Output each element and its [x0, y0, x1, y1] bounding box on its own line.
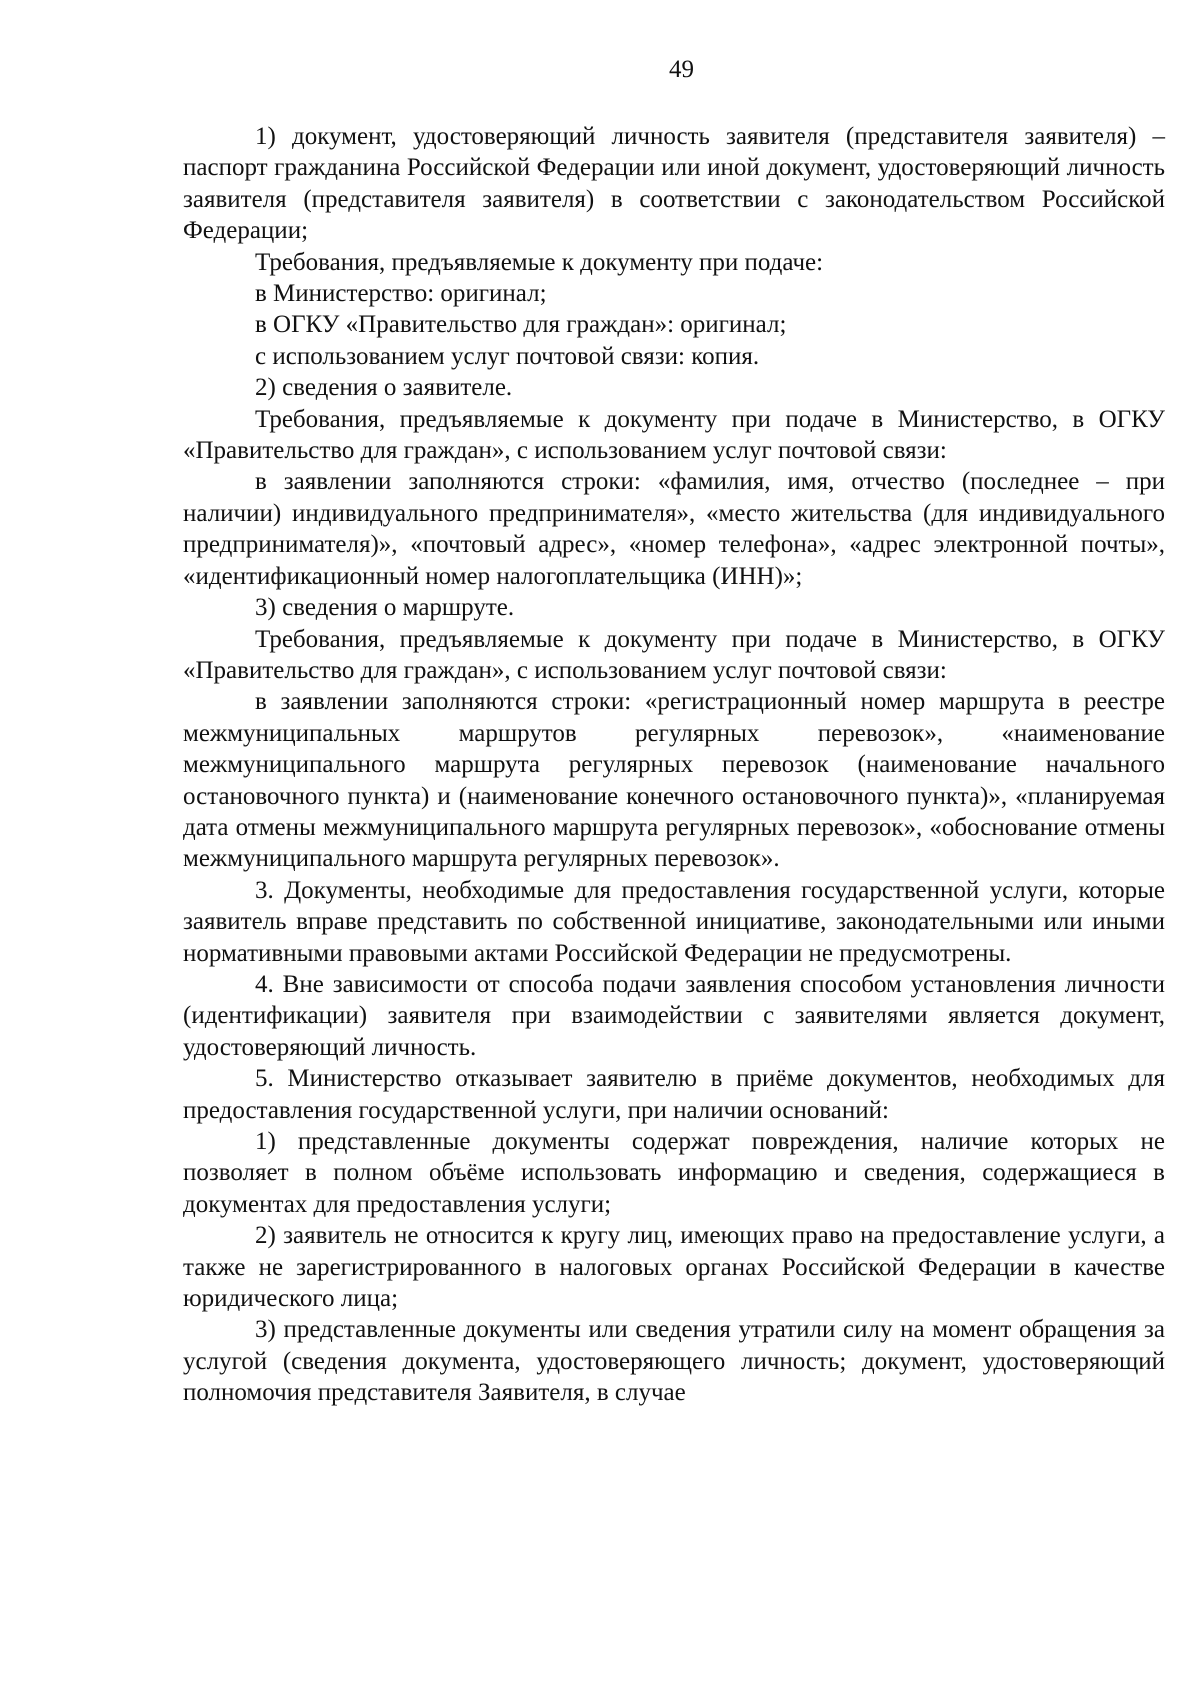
- paragraph: 1) представленные документы содержат повреждения, наличие которых не позволяет в полном объёме использовать информацию и сведения, содержащиеся в документах для предоставления услуги;: [183, 1128, 1165, 1218]
- paragraph: в заявлении заполняются строки: «фамилия, имя, отчество (последнее – при наличии) индивидуального предпринимателя», «место жительства (для индивидуального предпринимателя)», «почтовый адрес», «номер телефона», «адрес электронной почты», «идентификационный номер налогоплательщика (ИНН)»;: [183, 468, 1165, 590]
- paragraph: в заявлении заполняются строки: «регистрационный номер маршрута в реестре межмуниципальных маршрутов регулярных перевозок», «наименование межмуниципального маршрута регулярных перевозок (наименование начального остановочного пункта) и (наименование конечного остановочного пункта)», «планируемая дата отмены межмуниципального маршрута регулярных перевозок», «обоснование отмены межмуниципального маршрута регулярных перевозок».: [183, 688, 1165, 873]
- paragraph: 3. Документы, необходимые для предоставления государственной услуги, которые заявитель вправе представить по собственной инициативе, законодательными или иными нормативными правовыми актами Российской Федерации не предусмотрены.: [183, 876, 1165, 967]
- document-body: [183, 121, 1165, 1409]
- paragraph: 3) представленные документы или сведения утратили силу на момент обращения за услугой (сведения документа, удостоверяющего личность; документ, удостоверяющий полномочия представителя Заявителя, в случае: [183, 1316, 1165, 1407]
- paragraph: Требования, предъявляемые к документу при подаче в Министерство, в ОГКУ «Правительство для граждан», с использованием услуг почтовой связи:: [183, 625, 1165, 684]
- paragraph: Требования, предъявляемые к документу при подаче:: [255, 248, 824, 276]
- paragraph: Требования, предъявляемые к документу при подаче в Министерство, в ОГКУ «Правительство для граждан», с использованием услуг почтовой связи:: [183, 405, 1165, 465]
- paragraph: в ОГКУ «Правительство для граждан»: оригинал;: [255, 311, 787, 339]
- paragraph: 2) сведения о заявителе.: [255, 374, 513, 402]
- paragraph: 3) сведения о маршруте.: [255, 594, 515, 622]
- page-number: 49: [669, 56, 694, 83]
- paragraph: с использованием услуг почтовой связи: копия.: [255, 342, 760, 370]
- paragraph: 2) заявитель не относится к кругу лиц, имеющих право на предоставление услуги, а также не зарегистрированного в налоговых органах Российской Федерации в качестве юридического лица;: [183, 1222, 1165, 1313]
- paragraph: в Министерство: оригинал;: [255, 280, 547, 308]
- paragraph: 1) документ, удостоверяющий личность заявителя (представителя заявителя) – паспорт гражданина Российской Федерации или иной документ, удостоверяющий личность заявителя (представителя заявителя) в соответствии с законодательством Российской Федерации;: [183, 123, 1165, 245]
- paragraph: 4. Вне зависимости от способа подачи заявления способом установления личности (идентификации) заявителя при взаимодействии с заявителями является документ, удостоверяющий личность.: [183, 970, 1165, 1061]
- paragraph: 5. Министерство отказывает заявителю в приёме документов, необходимых для предоставления государственной услуги, при наличии оснований:: [183, 1065, 1165, 1124]
